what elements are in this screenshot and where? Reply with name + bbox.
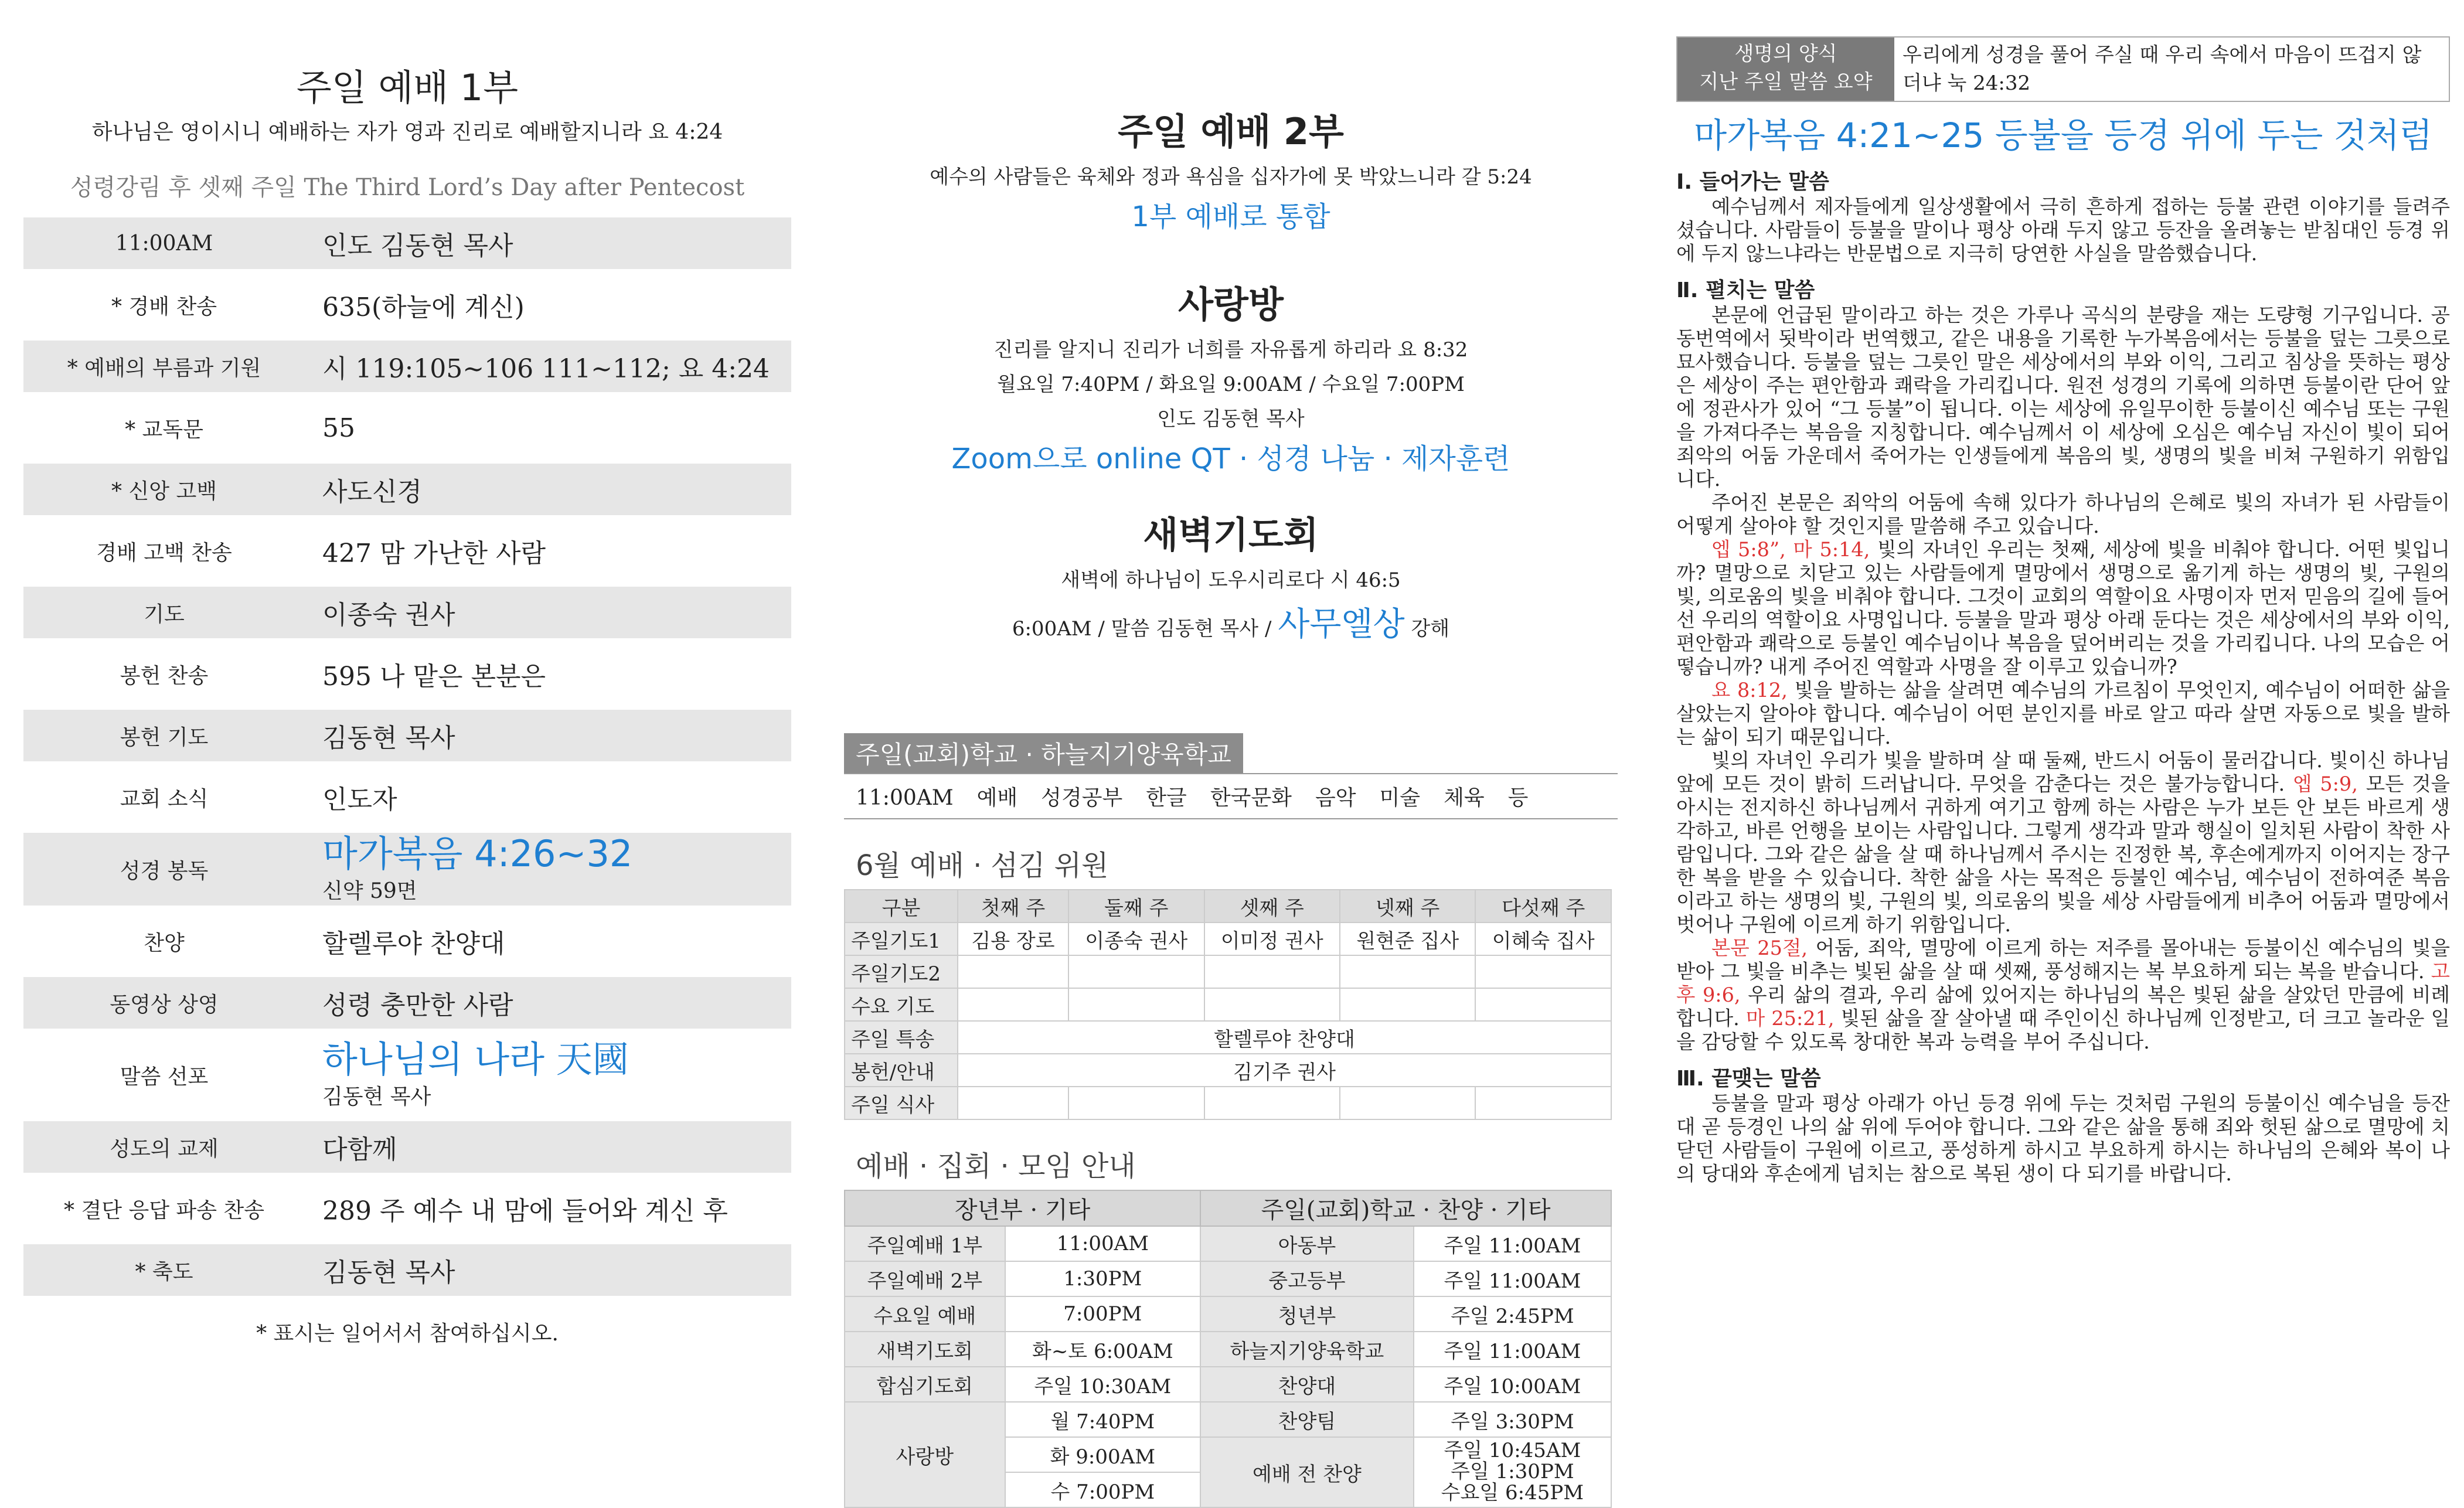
meeting-name: 찬양대 [1200,1367,1414,1402]
meeting-name: 중고등부 [1200,1261,1414,1296]
duty-cell [1068,955,1204,988]
order-value-highlight: 마가복음 4:26~32 [322,832,633,876]
sarang-title: 사랑방 [1178,283,1284,326]
service2-title: 주일 예배 2부 [1118,110,1344,153]
order-label: * 교독문 [125,417,203,442]
meeting-row [845,1226,1611,1261]
duty-table [844,889,1612,1120]
order-label: * 신앙 고백 [111,479,217,503]
body-paragraph-5 [1676,749,2450,937]
meeting-name: 합심기도회 [845,1367,1005,1402]
meeting-time: 주일 11:00AM [1414,1226,1611,1261]
meeting-time: 주일 10:00AM [1414,1367,1611,1402]
school-activity: 예배 [976,786,1018,810]
duty-cell [958,955,1068,988]
meeting-name: 하늘지기양육학교 [1200,1332,1414,1367]
order-row [23,1039,791,1111]
standing-note: * 표시는 일어서서 참여하십시오. [256,1322,559,1346]
duty-cell [1340,955,1475,988]
service2-verse: 예수의 사람들은 육체와 정과 욕심을 십자가에 못 박았느니라 갈 5:24 [930,165,1532,189]
duty-title: 6월 예배 · 섬김 위원 [856,849,1109,882]
meeting-name: 주일예배 1부 [845,1226,1005,1261]
order-row [23,833,791,906]
order-row [23,341,791,392]
duty-header: 다섯째 주 [1475,890,1611,922]
duty-cell [958,1087,1068,1119]
duty-label: 봉헌/안내 [845,1054,958,1087]
school-activity: 성경공부 [1041,786,1123,810]
order-label: 성도의 교제 [110,1136,219,1161]
scripture-ref: 마 25:21, [1745,1007,1835,1030]
school-bar-label: 주일(교회)학교 · 하늘지기양육학교 [844,733,1243,773]
order-label: * 예배의 부름과 기원 [67,356,261,380]
duty-cell [1475,1087,1611,1119]
sermon-header [1676,36,2450,102]
order-row [23,710,791,761]
duty-cell [1204,1087,1340,1119]
meeting-time: 7:00PM [1005,1296,1201,1332]
school-activity: 11:00AM [856,786,954,810]
body-paragraph-6 [1676,937,2450,1054]
meeting-time: 화 9:00AM [1005,1437,1201,1472]
order-label: 11:00AM [115,231,213,256]
order-value: 635(하늘에 계신) [322,292,525,322]
body-paragraph-4 [1676,679,2450,749]
duty-label: 주일기도2 [845,955,958,988]
order-value: 성령 충만한 사람 [322,990,513,1020]
order-label: * 결단 응답 파송 찬송 [64,1198,264,1223]
school-bar [844,733,1618,774]
duty-row [845,988,1611,1021]
meeting-head-school: 주일(교회)학교 · 찬양 · 기타 [1200,1190,1611,1226]
school-activity: 한글 [1146,786,1187,810]
duty-header: 셋째 주 [1204,890,1340,922]
order-row [23,217,791,269]
sarang-notice: Zoom으로 online QT · 성경 나눔 · 제자훈련 [951,442,1510,475]
sermon-header-quote: 우리에게 성경을 풀어 주실 때 우리 속에서 마음이 뜨겁지 않더냐 눅 24:32 [1903,43,2422,95]
sermon-title: 마가복음 4:21~25 등불을 등경 위에 두는 것처럼 [1694,115,2432,155]
duty-cell: 김용 장로 [958,922,1068,955]
meeting-head-adult: 장년부 · 기타 [845,1190,1200,1226]
duty-cell [1340,1087,1475,1119]
meeting-name: 아동부 [1200,1226,1414,1261]
order-value [305,834,632,904]
meeting-row [845,1296,1611,1332]
meeting-time: 월 7:40PM [1005,1402,1201,1437]
body-text: 빛을 발하는 삶을 살려면 예수님의 가르침이 무엇인지, 예수님이 어떠한 삶을 살았는지 알아야 합니다. 예수님이 어떤 분인지를 바로 알고 따라 살면 자동으로 빛을 발하는 삶이 되기 때문입니다. [1676,679,2451,748]
duty-cell [1340,988,1475,1021]
order-label: 기도 [144,602,185,627]
order-label: 성경 봉독 [120,859,209,883]
order-row [23,464,791,515]
order-row [23,587,791,638]
duty-row [845,955,1611,988]
duty-cell [1204,988,1340,1021]
order-label: 동영상 상영 [110,992,219,1017]
meeting-time: 주일 11:00AM [1414,1332,1611,1367]
meeting-time: 주일 3:30PM [1414,1402,1611,1437]
school-activity: 미술 [1379,786,1421,810]
duty-cell [1475,988,1611,1021]
order-value: 김동현 목사 [322,723,455,753]
body-text: 빛된 삶을 잘 살아낼 때 주인이신 하나님께 인정받고, 더 크고 놀라운 일을 감당할 수 있도록 창대한 복과 능력을 부어 주십니다. [1676,1007,2450,1053]
order-label: 교회 소식 [120,787,209,811]
order-label: 말씀 선포 [120,1064,209,1089]
duty-label: 주일 특송 [845,1021,958,1054]
order-label: 경배 고백 찬송 [96,540,232,565]
order-value: 할렐루야 찬양대 [322,929,505,959]
body-text: 모든 것을 아시는 전지하신 하나님께서 귀하게 여기고 함께 하는 사람은 누가 보든 안 보든 바르게 생각하고, 바른 언행을 보이는 사람입니다. 그렇게 생각과 말과 행실이 일치된 사람이 착한 사람입니다. 그와 같은 삶을 살 때 하나님께서 주시는 진정한 복, 후손에게까지 이어지는 장구한 복을 받을 수 있습니다. 착한 삶을 사는 목적은 등불인 예수님, 예수님이 전하여준 복음이라고 하는 생명의 빛, 구원의 빛, 의로움의 빛을 세상 사람들에게 비추어 어둠과 멸망에서 벗어나 구원에 이르게 하기 위함입니다. [1676,772,2451,936]
section-heading-body: Ⅱ. 펼치는 말씀 [1676,278,1815,302]
order-value [305,1040,629,1109]
order-label: * 경배 찬송 [111,294,217,319]
duty-cell [958,988,1068,1021]
scripture-ref: 본문 25절, [1711,937,1808,959]
duty-cell: 원현준 집사 [1340,922,1475,955]
meeting-name: 예배 전 찬양 [1200,1437,1414,1507]
order-value: 289 주 예수 내 맘에 들어와 계신 후 [322,1196,728,1226]
order-row [23,771,791,823]
dawn-book: 사무엘상 [1278,605,1405,644]
duty-cell [1068,988,1204,1021]
sermon-header-box [1677,38,1894,101]
body-paragraph-3 [1676,538,2450,679]
order-row [23,402,791,454]
duty-header: 넷째 주 [1340,890,1475,922]
intro-paragraph: 예수님께서 제자들에게 일상생활에서 극히 흔하게 접하는 등불 관련 이야기를 들려주셨습니다. 사람들이 등불을 말이나 평상 아래 두지 않고 등잔을 올려놓는 받침대인 등경 위에 두지 않느냐라는 반문법으로 지극히 당연한 사실을 말씀했습니다. [1676,195,2450,265]
order-row [23,1183,791,1234]
duty-cell: 할렐루야 찬양대 [958,1021,1611,1054]
body-text: 빛의 자녀인 우리가 빛을 발하며 살 때 둘째, 반드시 어둠이 물러갑니다. 빛이신 하나님 앞에 모든 것이 밝히 드러납니다. 무엇을 감춘다는 것은 불가능합니다. [1676,749,2450,795]
body-text: 빛의 자녀인 우리는 첫째, 세상에 빛을 비춰야 합니다. 어떤 빛입니까? 멸망으로 치닫고 있는 사람들에게 멸망에서 생명으로 옮기게 하는 생명의 빛, 구원의 빛, 의로움의 빛을 비춰야 합니다. 그것이 교회의 역할이요 사명이자 먼저 믿음의 길에 들어선 우리의 역할이요 사명입니다. 등불을 말과 평상 아래 둔다는 것은 세상에서의 부와 이익, 편안함과 쾌락으로 등불인 예수님이나 복음을 덮어버리는 것을 가리킵니다. 나의 모습은 어떻습니까? 내게 주어진 역할과 사명을 잘 이루고 있습니까? [1676,538,2450,678]
school-activity: 체육 [1444,786,1485,810]
order-label: * 축도 [135,1259,193,1284]
school-activity: 등 [1507,786,1529,810]
body-paragraph-2: 주어진 본문은 죄악의 어둠에 속해 있다가 하나님의 은혜로 빛의 자녀가 된 사람들이 어떻게 살아야 할 것인지를 말씀해 주고 있습니다. [1676,491,2450,537]
dawn-info [844,598,1618,645]
meeting-row [845,1332,1611,1367]
order-value-highlight: 하나님의 나라 天國 [322,1038,629,1081]
dawn-verse: 새벽에 하나님이 도우시리로다 시 46:5 [1061,569,1401,592]
meeting-time: 11:00AM [1005,1226,1201,1261]
duty-cell [1204,955,1340,988]
duty-row [845,1021,1611,1054]
meeting-name: 사랑방 [845,1402,1005,1507]
body-text: 어둠, 죄악, 멸망에 이르게 하는 저주를 몰아내는 등불이신 예수님의 빛을 받아 그 빛을 비추는 빛된 삶을 살 때 셋째, 풍성해지는 복 부요하게 되는 복을 받습니다. [1676,937,2450,983]
duty-cell: 이미정 권사 [1204,922,1340,955]
meeting-time: 주일 10:30AM [1005,1367,1201,1402]
meeting-time: 화~토 6:00AM [1005,1332,1201,1367]
duty-cell: 김기주 권사 [958,1054,1611,1087]
pre-worship-time: 주일 10:45AM [1444,1439,1581,1463]
duty-row [845,1054,1611,1087]
meeting-name: 청년부 [1200,1296,1414,1332]
section-heading-intro: Ⅰ. 들어가는 말씀 [1676,170,1829,194]
order-label: 봉헌 찬송 [120,663,209,688]
sarang-times: 월요일 7:40PM / 화요일 9:00AM / 수요일 7:00PM [997,373,1465,396]
scripture-ref: 고후 9:6, [1676,960,2450,1006]
body-paragraph-1: 본문에 언급된 말이라고 하는 것은 가루나 곡식의 분량을 재는 도량형 기구입니다. 공동번역에서 됫박이라 번역했고, 같은 내용을 기록한 누가복음에서는 등불을 덮는 그릇으로 묘사했습니다. 등불을 덮는 그릇인 말은 세상에서의 부와 이익, 그리고 침상을 뜻하는 평상은 세상이 주는 편안함과 쾌락을 가리킵니다. 원전 성경의 기록에 의하면 등불이란 단어 앞에 정관사가 있어 “그 등불”이 됩니다. 이는 세상에 유일무이한 등불이신 예수님 또는 구원을 가져다주는 복음을 지칭합니다. 예수님께서 이 세상에 오심은 예수님 자신이 빛이 되어 죄악의 어둠 가운데서 죽어가는 인생들에게 복음의 빛, 생명의 빛을 비쳐 구원하기 위함입니다. [1676,304,2450,491]
dawn-info-suffix: 강해 [1411,617,1450,641]
order-value-sub: 김동현 목사 [322,1084,431,1109]
meeting-time: 주일 2:45PM [1414,1296,1611,1332]
duty-header: 구분 [845,890,958,922]
pre-worship-time: 주일 1:30PM [1451,1460,1574,1484]
duty-cell [1475,955,1611,988]
sermon-header-line1: 생명의 양식 [1734,42,1837,66]
order-value: 427 맘 가난한 사람 [322,539,546,569]
meeting-row [845,1261,1611,1296]
duty-cell: 이종숙 권사 [1068,922,1204,955]
order-value: 인도자 [322,785,397,815]
duty-header: 둘째 주 [1068,890,1204,922]
service1-title: 주일 예배 1부 [296,66,519,109]
meeting-name: 새벽기도회 [845,1332,1005,1367]
school-activity: 한국문화 [1210,786,1292,810]
duty-header: 첫째 주 [958,890,1068,922]
pre-worship-time: 수요일 6:45PM [1441,1480,1584,1504]
meeting-name: 주일예배 2부 [845,1261,1005,1296]
sermon-header-line2: 지난 주일 말씀 요약 [1699,70,1873,94]
duty-cell [1068,1087,1204,1119]
season-label: 성령강림 후 셋째 주일 The Third Lord’s Day after Pentecost [70,174,745,201]
order-row [23,1244,791,1296]
school-activity: 음악 [1315,786,1356,810]
order-row [23,525,791,577]
school-activities [844,774,1618,819]
order-row [23,977,791,1029]
order-list [23,217,791,1296]
body-text: 우리 삶의 결과, 우리 삶에 있어지는 하나님의 복은 빛된 삶을 살았던 만큼에 비례합니다. [1676,983,2450,1030]
scripture-ref: 요 8:12, [1711,679,1788,702]
meeting-time: 주일 11:00AM [1414,1261,1611,1296]
meeting-name: 찬양팀 [1200,1402,1414,1437]
meeting-row [845,1367,1611,1402]
scripture-ref: 엡 5:9, [2293,772,2358,795]
duty-label: 주일기도1 [845,922,958,955]
scripture-ref: 엡 5:8”, 마 5:14, [1711,538,1870,561]
sermon-summary-column [1676,0,2450,1186]
dawn-title: 새벽기도회 [1143,513,1319,556]
duty-row [845,922,1611,955]
order-row [23,1121,791,1173]
order-value: 사도신경 [322,477,423,507]
sarang-verse: 진리를 알지니 진리가 너희를 자유롭게 하리라 요 8:32 [993,338,1468,362]
service1-verse: 하나님은 영이시니 예배하는 자가 영과 진리로 예배할지니라 요 4:24 [91,120,723,144]
order-row [23,648,791,700]
order-label: 봉헌 기도 [120,725,209,750]
meeting-title: 예배 · 집회 · 모임 안내 [856,1150,1136,1183]
meeting-table [844,1190,1612,1508]
dawn-info-text: 6:00AM / 말씀 김동현 목사 / [1012,617,1272,641]
closing-paragraph: 등불을 말과 평상 아래가 아닌 등경 위에 두는 것처럼 구원의 등불이신 예수님을 등잔대 곧 등경인 나의 삶 위에 두어야 합니다. 그와 같은 삶을 통해 죄와 헛된 삶으로 멸망에 치닫던 사람들이 구원에 이르고, 풍성하게 하시고 부요하게 하시는 하나님의 은혜와 복이 나의 당대와 후손에게 넘치는 참으로 복된 생이 다 되기를 바랍니다. [1676,1092,2450,1185]
meeting-time: 수 7:00PM [1005,1472,1201,1507]
order-value: 다함께 [322,1135,397,1165]
duty-cell: 이혜숙 집사 [1475,922,1611,955]
duty-label: 주일 식사 [845,1087,958,1119]
order-value-sub: 신약 59면 [322,879,417,903]
meeting-time: 1:30PM [1005,1261,1201,1296]
order-value: 인도 김동현 목사 [322,231,513,261]
order-row [23,915,791,967]
order-label: 찬양 [144,931,185,955]
order-value: 이종숙 권사 [322,600,455,630]
order-value: 시 119:105~106 111~112; 요 4:24 [322,354,770,384]
meeting-name: 수요일 예배 [845,1296,1005,1332]
meeting-time [1414,1437,1611,1507]
order-of-worship-column [23,0,791,1347]
section-heading-closing: Ⅲ. 끝맺는 말씀 [1676,1067,1821,1091]
order-row [23,279,791,331]
duty-label: 수요 기도 [845,988,958,1021]
announcements-column [844,0,1618,1508]
duty-row [845,1087,1611,1119]
sarang-leader: 인도 김동현 목사 [1157,407,1305,431]
service2-notice: 1부 예배로 통합 [1131,200,1330,233]
order-value: 55 [322,413,355,443]
order-value: 595 나 맡은 본분은 [322,662,546,692]
order-value: 김동현 목사 [322,1258,455,1288]
